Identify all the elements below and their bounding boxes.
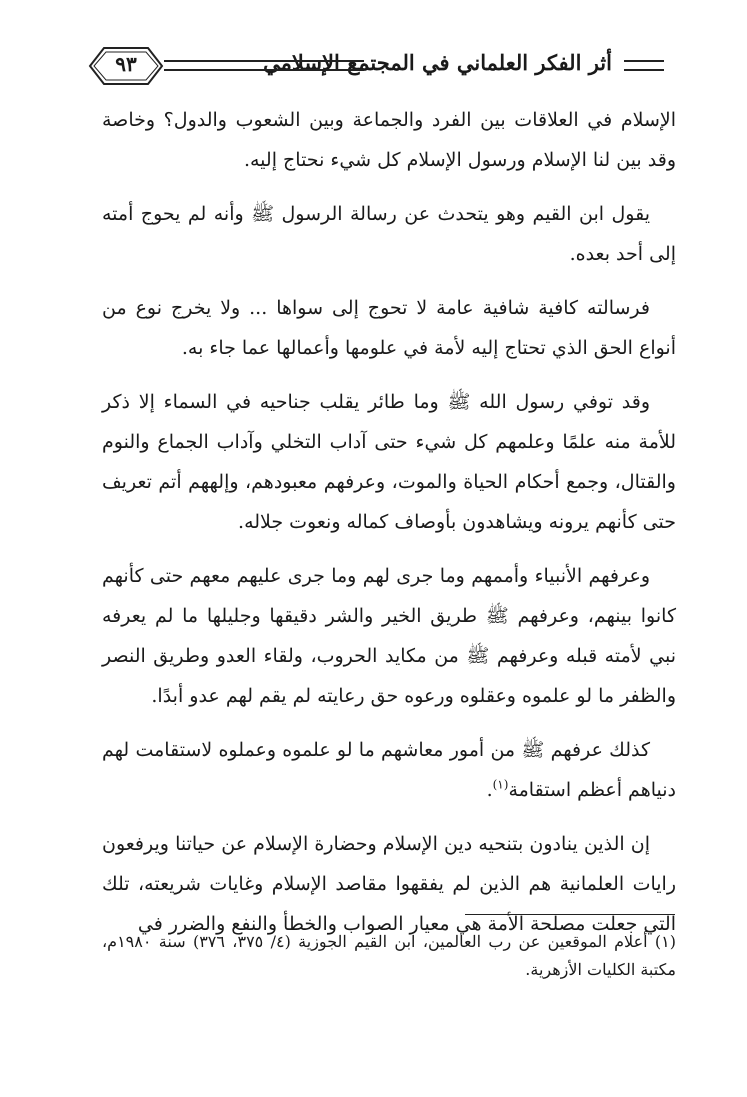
page-number: ٩٣ <box>115 52 137 76</box>
page-header <box>84 44 664 100</box>
paragraph-4: وقد توفي رسول الله ﷺ وما طائر يقلب جناحيه في السماء إلا ذكر للأمة منه علمًا وعلمهم كل شيء حتى آداب التخلي وآداب الجماع والنوم والقتال، وجمع أحكام الحياة والموت، وعرفهم معبودهم، وإلههم أتم تعريف حتى كأنهم يرونه ويشاهدون بأوصاف كماله ونعوت جلاله. <box>102 391 676 533</box>
main-text <box>102 100 676 958</box>
page-number-badge <box>84 44 168 88</box>
footnote: (١) أعلام الموقعين عن رب العالمين، ابن القيم الجوزية (٤/ ٣٧٥، ٣٧٦) سنة ١٩٨٠م، مكتبة الكليات الأزهرية. <box>102 932 677 979</box>
paragraph-2: يقول ابن القيم وهو يتحدث عن رسالة الرسول ﷺ وأنه لم يحوج أمته إلى أحد بعده. <box>102 203 676 265</box>
paragraph-1: الإسلام في العلاقات بين الفرد والجماعة وبين الشعوب والدول؟ وخاصة وقد بين لنا الإسلام ورسول الإسلام كل شيء نحتاج إليه. <box>102 109 676 171</box>
paragraph-6-period: . <box>486 779 493 801</box>
paragraph-7: إن الذين ينادون بتنحيه دين الإسلام وحضارة الإسلام عن حياتنا ويرفعون رايات العلمانية هم الذين لم يفقهوا مقاصد الإسلام وغايات شريعته، تلك التي جعلت مصلحة الأمة هي معيار الصواب والخطأ والنفع والضرر في <box>102 833 676 935</box>
paragraph-3: فرسالته كافية شافية عامة لا تحوج إلى سواها ... ولا يخرج نوع من أنواع الحق الذي تحتاج إليه لأمة في علومها وأعمالها عما جاء به. <box>102 297 676 359</box>
header-rule <box>164 60 364 71</box>
running-title: أثر الفكر العلماني في المجتمع الإسلامي <box>263 50 612 75</box>
paragraph-6 <box>102 730 676 810</box>
paragraph-6-text: كذلك عرفهم ﷺ من أمور معاشهم ما لو علموه وعملوه لاستقامت لهم دنياهم أعظم استقامة <box>102 739 676 801</box>
footnote-reference[interactable]: (١) <box>492 777 509 792</box>
header-ornament-right <box>624 60 664 71</box>
footnote-divider <box>465 914 675 915</box>
paragraph-5: وعرفهم الأنبياء وأممهم وما جرى لهم وما جرى عليهم معهم حتى كأنهم كانوا بينهم، وعرفهم ﷺ طريق الخير والشر دقيقها وجليلها ما لم يعرفه نبي لأمته قبله وعرفهم ﷺ من مكايد الحروب، ولقاء العدو وطريق النصر والظفر ما لو علموه وعقلوه ورعوه حق رعايته لم يقم لهم عدو أبدًا. <box>102 565 676 707</box>
